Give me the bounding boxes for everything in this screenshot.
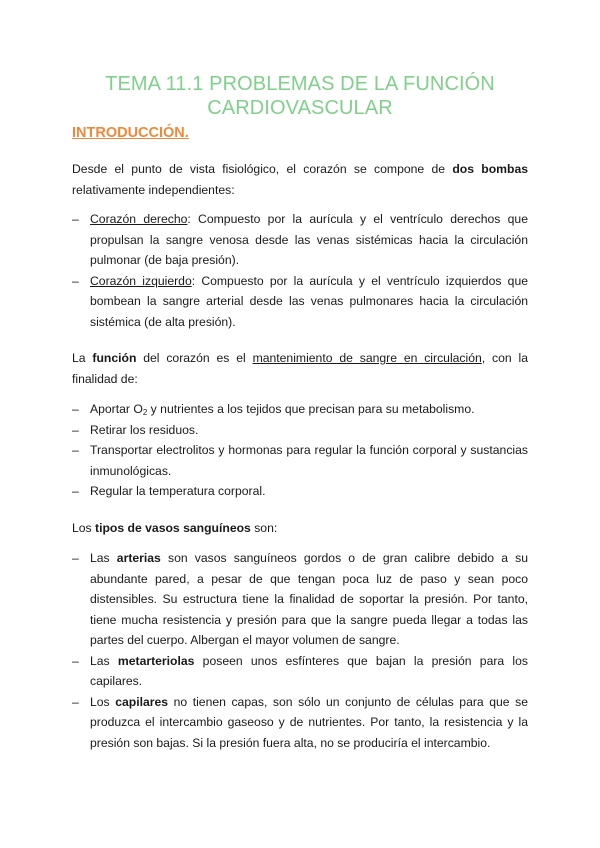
document-title [72, 72, 528, 120]
dash-bullet: – [72, 422, 79, 437]
list-item: – Las arterias son vasos sanguíneos gordos o de gran calibre debido a su abundante pared, a pesar de que tengan poca luz de paso y sean poco distensibles. Su estructura tiene la finalidad de soportar la presión. Por tanto, tiene mucha resistencia y presión para que la sangre pueda llegar a todas las partes del cuerpo. Albergan el mayor volumen de sangre. [72, 548, 528, 651]
title-line-2: CARDIOVASCULAR [207, 97, 393, 119]
title-line-1: TEMA 11.1 PROBLEMAS DE LA FUNCIÓN [105, 73, 495, 95]
dash-bullet: – [72, 484, 79, 498]
document-page [72, 72, 528, 753]
dash-bullet: – [72, 402, 79, 416]
heart-term: Corazón derecho [90, 212, 188, 226]
list-item: – Transportar electrolitos y hormonas para regular la función corporal y sustancias inmunológicas. [72, 440, 528, 481]
intro-bold: dos bombas [452, 162, 529, 176]
list-item: – Regular la temperatura corporal. [72, 481, 528, 502]
dash-bullet: – [72, 694, 79, 709]
function-list [72, 399, 528, 502]
intro-paragraph: Desde el punto de vista fisiológico, el corazón se compone de dos bombas relativamente independientes: [72, 162, 529, 197]
dash-bullet: – [72, 212, 79, 226]
list-item: – Los capilares no tienen capas, son sólo un conjunto de células para que se produzca el intercambio gaseoso y de nutrientes. Por tanto, la resistencia y la presión son bajas. Si la presión fuera alta, no se produciría el intercambio. [72, 692, 528, 754]
list-item: – Corazón derecho: Compuesto por la aurícula y el ventrículo derechos que propulsan la sangre venosa desde las venas sistémicas hacia la circulación pulmonar (de baja presión). [72, 209, 528, 271]
dash-bullet: – [72, 443, 79, 457]
list-item: – Corazón izquierdo: Compuesto por la aurícula y el ventrículo izquierdos que bombean la sangre arterial desde las venas pulmonares hacia la circulación sistémica (de alta presión). [72, 271, 528, 333]
vessels-paragraph: Los tipos de vasos sanguíneos son: [72, 520, 278, 535]
heart-list [72, 209, 528, 332]
heart-term: Corazón izquierdo [90, 273, 192, 288]
list-item: – Aportar $O_2$ y nutrientes a los tejidos que precisan para su metabolismo. [72, 399, 528, 420]
dash-bullet: – [72, 273, 79, 288]
vessels-list [72, 548, 528, 753]
list-item: – Las metarteriolas poseen unos esfínteres que bajan la presión para los capilares. [72, 651, 528, 692]
dash-bullet: – [72, 653, 79, 668]
section-heading: INTRODUCCIÓN. [72, 125, 189, 141]
dash-bullet: – [72, 551, 79, 565]
function-paragraph: La función del corazón es el mantenimiento de sangre en circulación, con la finalidad de: [72, 351, 528, 386]
list-item: – Retirar los residuos. [72, 420, 528, 441]
